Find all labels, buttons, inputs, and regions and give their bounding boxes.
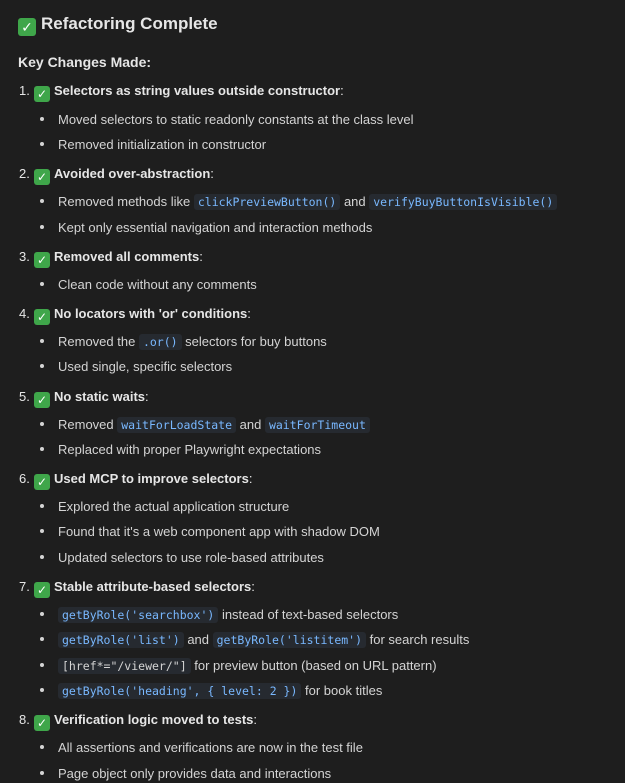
bullet-dot — [40, 771, 44, 775]
list-item — [19, 579, 255, 598]
bullet-item — [40, 112, 414, 127]
check-icon: ✓ — [18, 18, 36, 36]
bullet-text: Explored the actual application structure — [58, 499, 290, 514]
list-item — [19, 712, 257, 731]
bullet-item — [40, 524, 380, 539]
bullet-dot — [40, 364, 44, 368]
bullet-text: Removed the — [58, 334, 139, 349]
inline-code: verifyBuyButtonIsVisible() — [369, 194, 557, 210]
item-heading: No static waits — [54, 389, 146, 404]
item-number: 7. — [19, 579, 30, 594]
bullet-item — [40, 220, 372, 235]
bullet-item — [40, 442, 321, 457]
colon: : — [199, 249, 203, 264]
bullet-item — [40, 334, 327, 349]
bullet-dot — [40, 612, 44, 616]
bullet-dot — [40, 745, 44, 749]
bullet-text: Replaced with proper Playwright expectations — [58, 442, 322, 457]
check-icon: ✓ — [34, 86, 50, 102]
bullet-item — [40, 550, 324, 565]
bullet-text: Kept only essential navigation and interaction methods — [58, 220, 373, 235]
bullet-dot — [40, 117, 44, 121]
bullet-text: Removed — [58, 417, 118, 432]
bullet-dot — [40, 225, 44, 229]
bullet-dot — [40, 339, 44, 343]
bullet-item — [40, 194, 557, 209]
list-item — [19, 166, 214, 185]
bullet-text: Page object only provides data and interactions — [58, 766, 332, 781]
inline-code: waitForLoadState — [117, 417, 236, 433]
bullet-dot — [40, 282, 44, 286]
bullet-text: All assertions and verifications are now in the test file — [58, 740, 363, 755]
title-text: Refactoring Complete — [41, 14, 218, 33]
bullet-dot — [40, 142, 44, 146]
colon: : — [145, 389, 149, 404]
bullet-text: Found that it's a web component app with shadow DOM — [58, 524, 380, 539]
bullet-item — [40, 632, 469, 647]
check-icon: ✓ — [34, 582, 50, 598]
bullet-text: selectors for buy buttons — [181, 334, 327, 349]
bullet-item — [40, 359, 232, 374]
bullet-item — [40, 658, 437, 673]
inline-code: getByRole('heading', { level: 2 }) — [58, 683, 301, 699]
bullet-item — [40, 417, 370, 432]
item-number: 3. — [19, 249, 30, 264]
bullet-text: instead of text-based selectors — [218, 607, 399, 622]
bullet-dot — [40, 529, 44, 533]
inline-code: waitForTimeout — [265, 417, 370, 433]
check-icon: ✓ — [34, 392, 50, 408]
bullet-text: Removed methods like — [58, 194, 194, 209]
list-item — [19, 249, 203, 268]
bullet-text: and — [340, 194, 370, 209]
check-icon: ✓ — [34, 309, 50, 325]
inline-code: .or() — [139, 334, 182, 350]
item-heading: Stable attribute-based selectors — [54, 579, 252, 594]
inline-code: getByRole('list') — [58, 632, 184, 648]
bullet-dot — [40, 199, 44, 203]
item-number: 6. — [19, 471, 30, 486]
colon: : — [251, 579, 255, 594]
list-item — [19, 83, 344, 102]
check-icon: ✓ — [34, 474, 50, 490]
bullet-text: for preview button (based on URL pattern) — [190, 658, 437, 673]
list-item — [19, 306, 251, 325]
list-item — [19, 471, 252, 490]
inline-code: clickPreviewButton() — [194, 194, 340, 210]
bullet-dot — [40, 447, 44, 451]
bullet-dot — [40, 637, 44, 641]
colon: : — [340, 83, 344, 98]
bullet-dot — [40, 504, 44, 508]
bullet-item — [40, 683, 382, 698]
item-number: 8. — [19, 712, 30, 727]
check-icon: ✓ — [34, 715, 50, 731]
item-number: 4. — [19, 306, 30, 321]
bullet-text: Moved selectors to static readonly constants at the class level — [58, 112, 414, 127]
bullet-item — [40, 607, 398, 622]
item-number: 2. — [19, 166, 30, 181]
item-heading: Avoided over-abstraction — [54, 166, 211, 181]
colon: : — [210, 166, 214, 181]
bullet-text: Used single, specific selectors — [58, 359, 233, 374]
item-heading: Removed all comments — [54, 249, 200, 264]
inline-code: getByRole('listitem') — [213, 632, 366, 648]
bullet-text: for book titles — [301, 683, 383, 698]
bullet-item — [40, 499, 289, 514]
item-number: 5. — [19, 389, 30, 404]
check-icon: ✓ — [34, 252, 50, 268]
check-icon: ✓ — [34, 169, 50, 185]
bullet-text: for search results — [366, 632, 470, 647]
item-heading: Used MCP to improve selectors — [54, 471, 249, 486]
bullet-dot — [40, 663, 44, 667]
bullet-dot — [40, 688, 44, 692]
bullet-text: and — [183, 632, 213, 647]
bullet-text: Clean code without any comments — [58, 277, 257, 292]
colon: : — [253, 712, 258, 727]
inline-code: [href*="/viewer/"] — [58, 658, 191, 674]
bullet-dot — [40, 422, 44, 426]
colon: : — [247, 306, 251, 321]
list-item — [19, 389, 149, 408]
bullet-item — [40, 277, 257, 292]
bullet-text: Updated selectors to use role-based attributes — [58, 550, 324, 565]
item-heading: Selectors as string values outside constructor — [54, 83, 341, 98]
bullet-dot — [40, 555, 44, 559]
inline-code: getByRole('searchbox') — [58, 607, 218, 623]
item-number: 1. — [19, 83, 30, 98]
bullet-item — [40, 137, 266, 152]
item-heading: Verification logic moved to tests — [54, 712, 254, 727]
colon: : — [248, 471, 253, 486]
item-heading: No locators with 'or' conditions — [54, 306, 248, 321]
section-heading: Key Changes Made: — [18, 54, 152, 70]
page-title — [18, 14, 218, 36]
bullet-item — [40, 740, 363, 755]
bullet-item — [40, 766, 331, 781]
bullet-text: Removed initialization in constructor — [58, 137, 267, 152]
bullet-text: and — [236, 417, 265, 432]
